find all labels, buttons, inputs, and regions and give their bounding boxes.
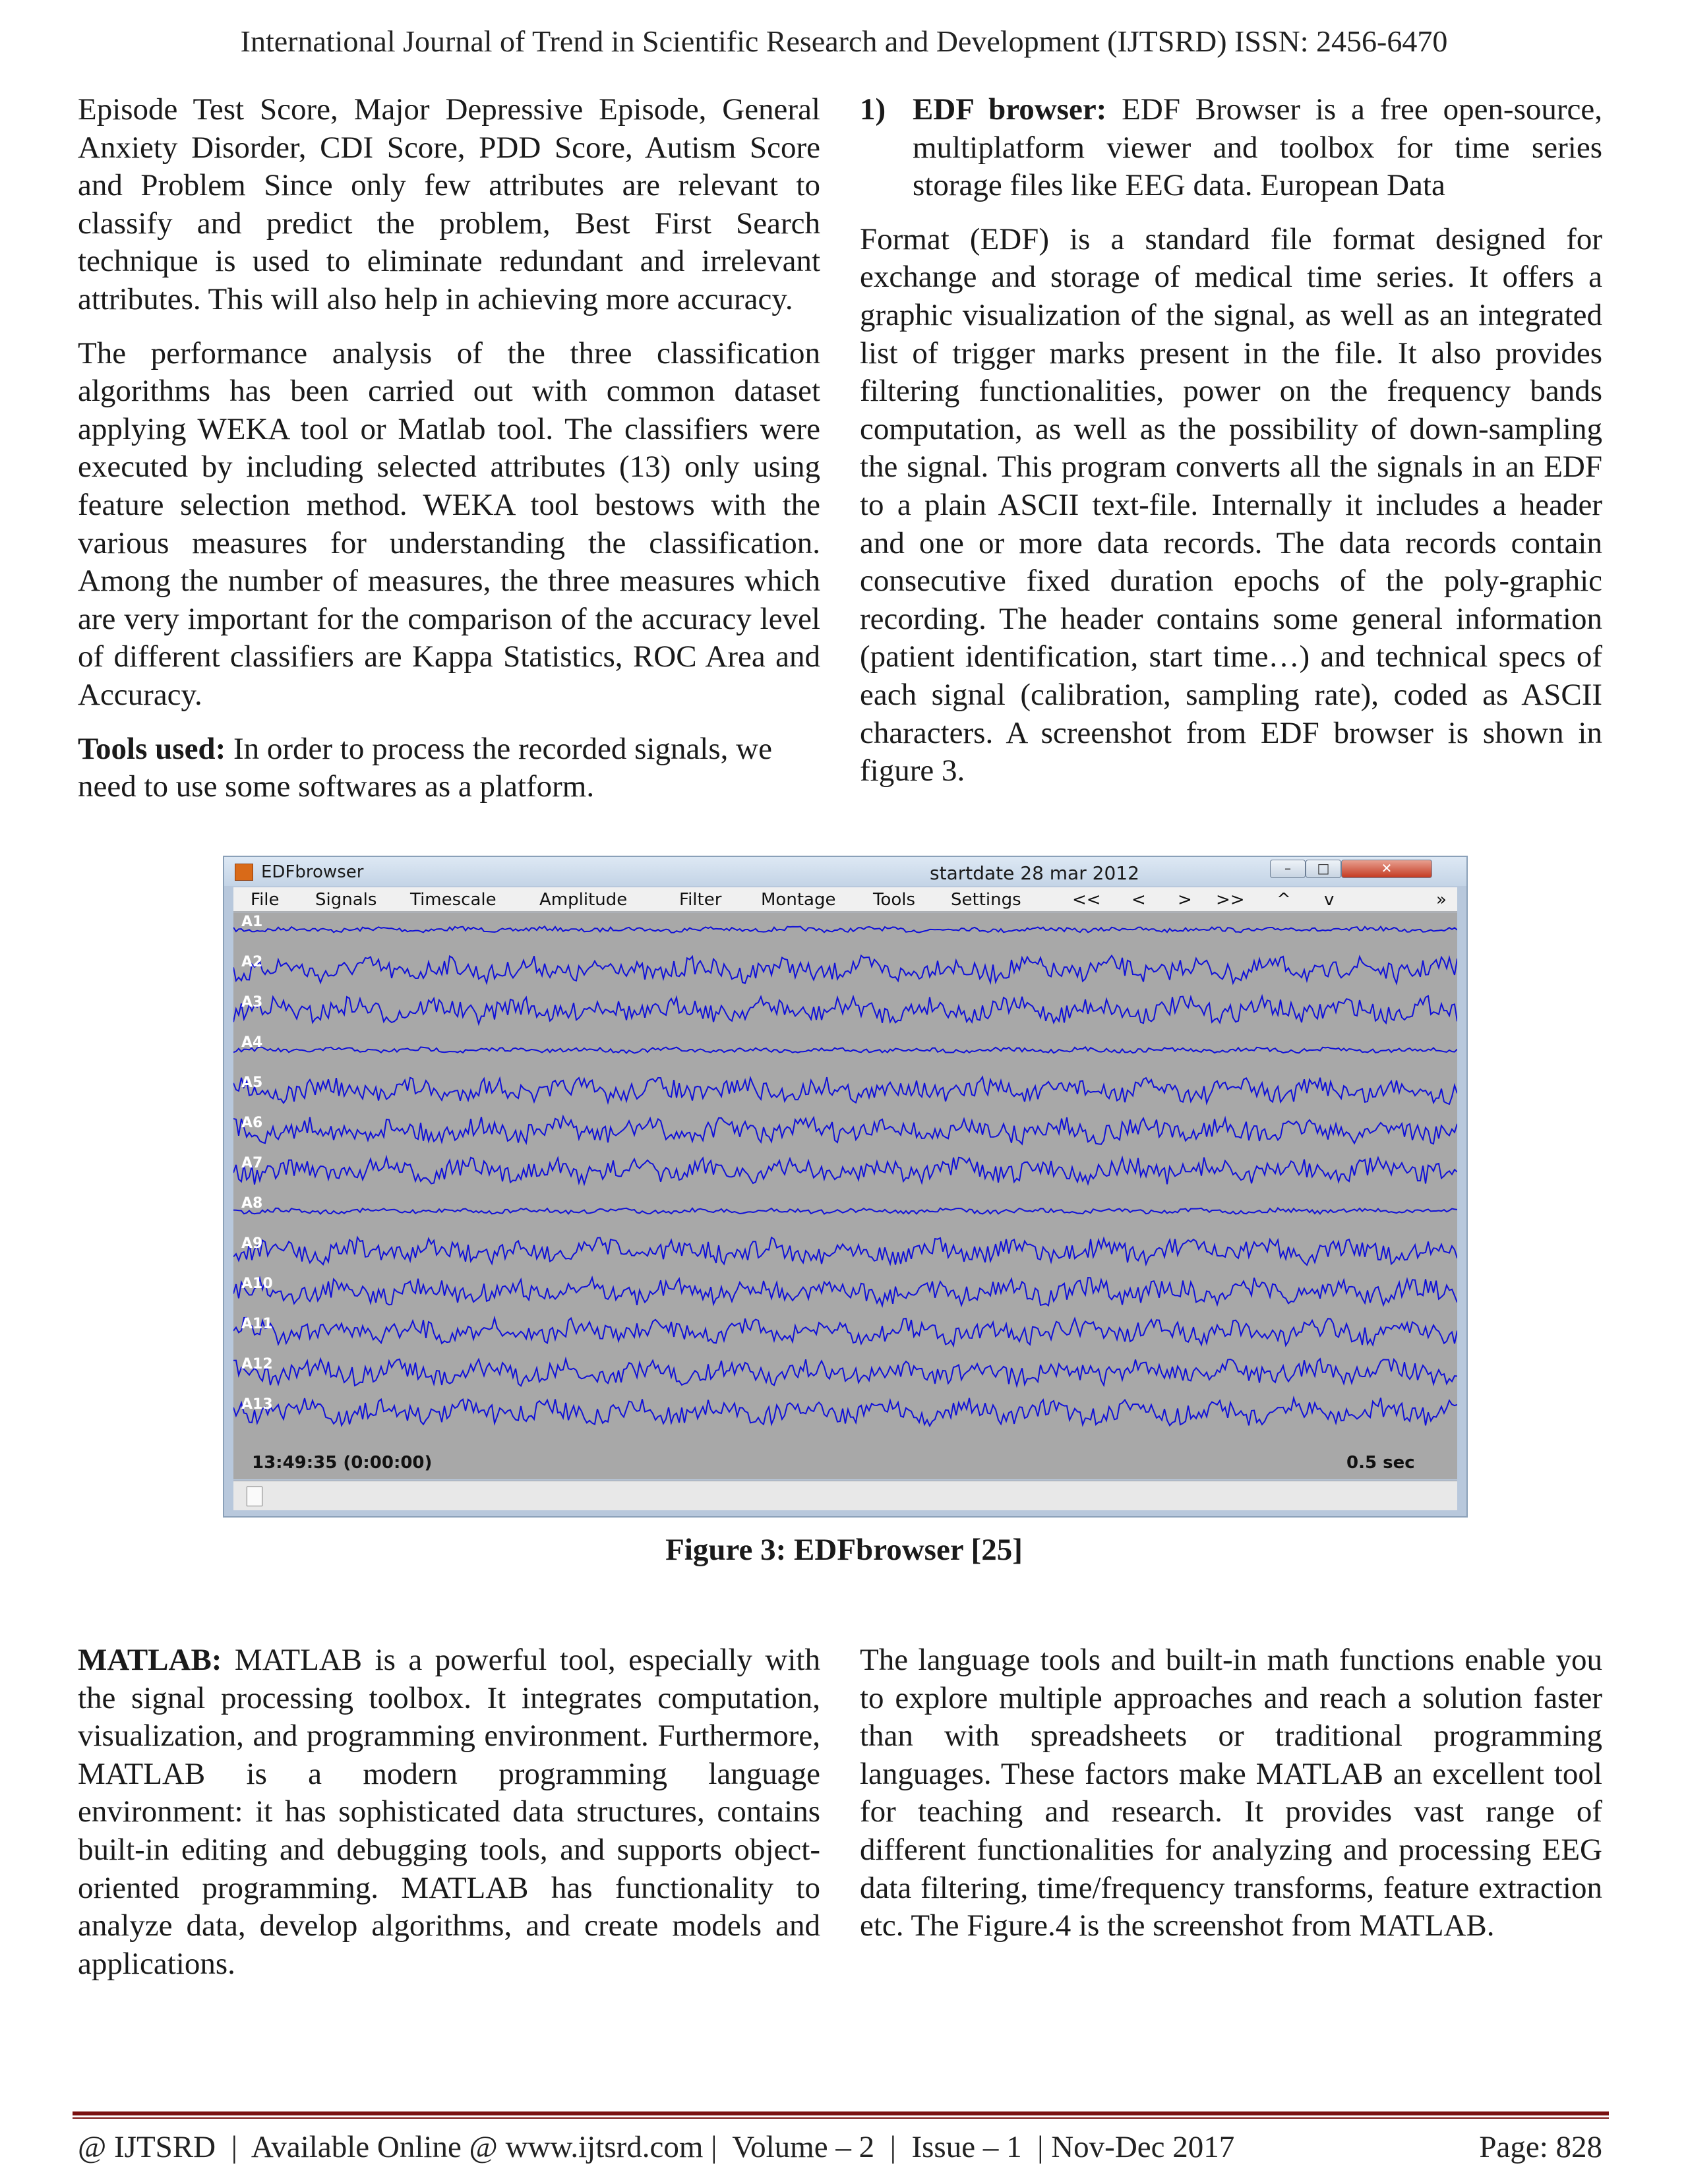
window-titlebar xyxy=(224,857,1466,886)
signal-label-a1: A1 xyxy=(241,914,263,930)
trace-a11 xyxy=(233,1318,1457,1345)
menu-tools[interactable]: Tools xyxy=(873,890,916,910)
trace-a8 xyxy=(233,1208,1457,1214)
menu-signals[interactable]: Signals xyxy=(315,890,377,910)
paragraph-performance: The performance analysis of the three classification algorithms has been carried out with common dataset applying WEKA tool or Matlab tool. The classifiers were executed by including selected attributes (13) only using feature selection method. WEKA tool bestows with the various measures for understanding the classification. Among the number of measures, the three measures which are very important for the comparison of the accuracy level of different classifiers are Kappa Statistics, ROC Area and Accuracy. xyxy=(78,336,820,712)
trace-a10 xyxy=(233,1278,1457,1305)
left-column-bottom xyxy=(78,1641,820,1999)
menu-filter[interactable]: Filter xyxy=(679,890,722,910)
figure-caption: Figure 3: EDFbrowser [25] xyxy=(665,1533,1023,1567)
time-scrollbar[interactable] xyxy=(233,1481,1457,1510)
amplitude-up-button[interactable]: ^ xyxy=(1277,890,1291,910)
close-button[interactable]: ✕ xyxy=(1341,860,1432,878)
timescale-status: 0.5 sec xyxy=(1346,1453,1415,1473)
trace-a5 xyxy=(233,1077,1457,1104)
list-item-edf-browser xyxy=(860,91,1602,205)
trace-a6 xyxy=(233,1117,1457,1144)
trace-a3 xyxy=(233,996,1457,1024)
matlab-heading: MATLAB: xyxy=(78,1643,222,1677)
trace-a7 xyxy=(233,1158,1457,1185)
footer-info: @ IJTSRD | Available Online @ www.ijtsrd.com | Volume – 2 | Issue – 1 | Nov-Dec 2017 xyxy=(78,2130,1235,2164)
trace-a4 xyxy=(233,1047,1457,1053)
list-item-body xyxy=(913,91,1602,205)
menu-bar xyxy=(233,887,1457,912)
signal-label-a5: A5 xyxy=(241,1075,263,1091)
edfbrowser-window xyxy=(223,856,1468,1518)
signal-label-a9: A9 xyxy=(241,1235,263,1252)
edf-browser-intro: EDF Browser is a free open-source, multiplatform viewer and toolbox for time series storage files like EEG data. European Data xyxy=(913,92,1602,203)
signal-label-a4: A4 xyxy=(241,1034,263,1051)
trace-a12 xyxy=(233,1359,1457,1386)
page-back-button[interactable]: << xyxy=(1072,890,1101,910)
signal-label-a2: A2 xyxy=(241,954,263,970)
menu-timescale[interactable]: Timescale xyxy=(410,890,497,910)
paragraph-matlab-tools: The language tools and built-in math functions enable you to explore multiple approaches and reach a solution faster than with spreadsheets or traditional programming languages. These factors make MATLAB an excellent tool for teaching and research. It provides vast range of different functionalities for analyzing and processing EEG data filtering, time/frequency transforms, feature extraction etc. The Figure.4 is the screenshot from MATLAB. xyxy=(860,1643,1602,1943)
menu-overflow-button[interactable]: » xyxy=(1436,890,1447,910)
paragraph-tools-used xyxy=(78,730,820,806)
signal-label-a7: A7 xyxy=(241,1155,263,1171)
menu-montage[interactable]: Montage xyxy=(761,890,836,910)
trace-a9 xyxy=(233,1237,1457,1265)
startdate-label: startdate 28 mar 2012 xyxy=(930,862,1139,884)
signal-view[interactable] xyxy=(233,912,1457,1479)
paragraph-edf-format: Format (EDF) is a standard file format designed for exchange and storage of medical time series. It offers a graphic visualization of the signal, as well as an integrated list of trigger marks present in the file. It also provides filtering functionalities, power on the frequency bands computation, as well as the possibility of down-sampling the signal. This program converts all the signals in an EDF to a plain ASCII text-file. Internally it includes a header and one or more data records. The data records contain consecutive fixed duration epochs of the poly-graphic recording. The header contains some general information (patient identification, start time…) and technical specs of each signal (calibration, sampling rate), coded as ASCII characters. A screenshot from EDF browser is shown in figure 3. xyxy=(860,221,1602,788)
signal-label-a11: A11 xyxy=(241,1316,273,1332)
step-back-button[interactable]: < xyxy=(1131,890,1146,910)
eeg-traces xyxy=(233,912,1457,1479)
paragraph-matlab xyxy=(78,1641,820,1983)
edf-browser-heading: EDF browser: xyxy=(913,92,1107,127)
signal-label-a12: A12 xyxy=(241,1356,273,1372)
left-column-top xyxy=(78,91,820,822)
maximize-button[interactable]: □ xyxy=(1306,860,1341,878)
signal-label-a13: A13 xyxy=(241,1396,273,1413)
trace-a13 xyxy=(233,1398,1457,1426)
footer-rule xyxy=(73,2111,1609,2119)
page-footer xyxy=(78,2129,1602,2165)
menu-amplitude[interactable]: Amplitude xyxy=(539,890,628,910)
signal-label-a10: A10 xyxy=(241,1276,273,1292)
time-status: 13:49:35 (0:00:00) xyxy=(252,1453,433,1473)
window-title: EDFbrowser xyxy=(261,862,364,882)
right-column-top xyxy=(860,91,1602,806)
page-number: Page: 828 xyxy=(1479,2130,1602,2164)
minimize-button[interactable]: – xyxy=(1270,860,1306,878)
scrollbar-thumb[interactable] xyxy=(247,1487,262,1506)
menu-settings[interactable]: Settings xyxy=(951,890,1021,910)
journal-header: International Journal of Trend in Scientific Research and Development (IJTSRD) ISSN: 2456-6470 xyxy=(240,24,1448,58)
list-number: 1) xyxy=(860,92,886,127)
paragraph-attributes: Episode Test Score, Major Depressive Episode, General Anxiety Disorder, CDI Score, PDD Score, Autism Score and Problem Since only few attributes are relevant to classify and predict the problem, Best First Search technique is used to eliminate redundant and irrelevant attributes. This will also help in achieving more accuracy. xyxy=(78,92,820,316)
menu-file[interactable]: File xyxy=(251,890,280,910)
page-forward-button[interactable]: >> xyxy=(1216,890,1245,910)
tools-used-text: In order to process the recorded signals, we need to use some softwares as a platform. xyxy=(78,731,772,804)
matlab-text: MATLAB is a powerful tool, especially with the signal processing toolbox. It integrates computation, visualization, and programming environment. Furthermore, MATLAB is a modern programming language environment: it has sophisticated data structures, contains built-in editing and debugging tools, and supports object-oriented programming. MATLAB has functionality to analyze data, develop algorithms, and create models and applications. xyxy=(78,1643,820,1981)
app-icon xyxy=(235,864,253,881)
tools-used-heading: Tools used: xyxy=(78,731,226,766)
amplitude-down-button[interactable]: v xyxy=(1324,890,1335,910)
right-column-bottom xyxy=(860,1641,1602,1961)
signal-label-a3: A3 xyxy=(241,994,263,1011)
signal-label-a6: A6 xyxy=(241,1115,263,1131)
signal-label-a8: A8 xyxy=(241,1195,263,1212)
trace-a1 xyxy=(233,926,1457,933)
trace-a2 xyxy=(233,956,1457,984)
step-forward-button[interactable]: > xyxy=(1178,890,1192,910)
